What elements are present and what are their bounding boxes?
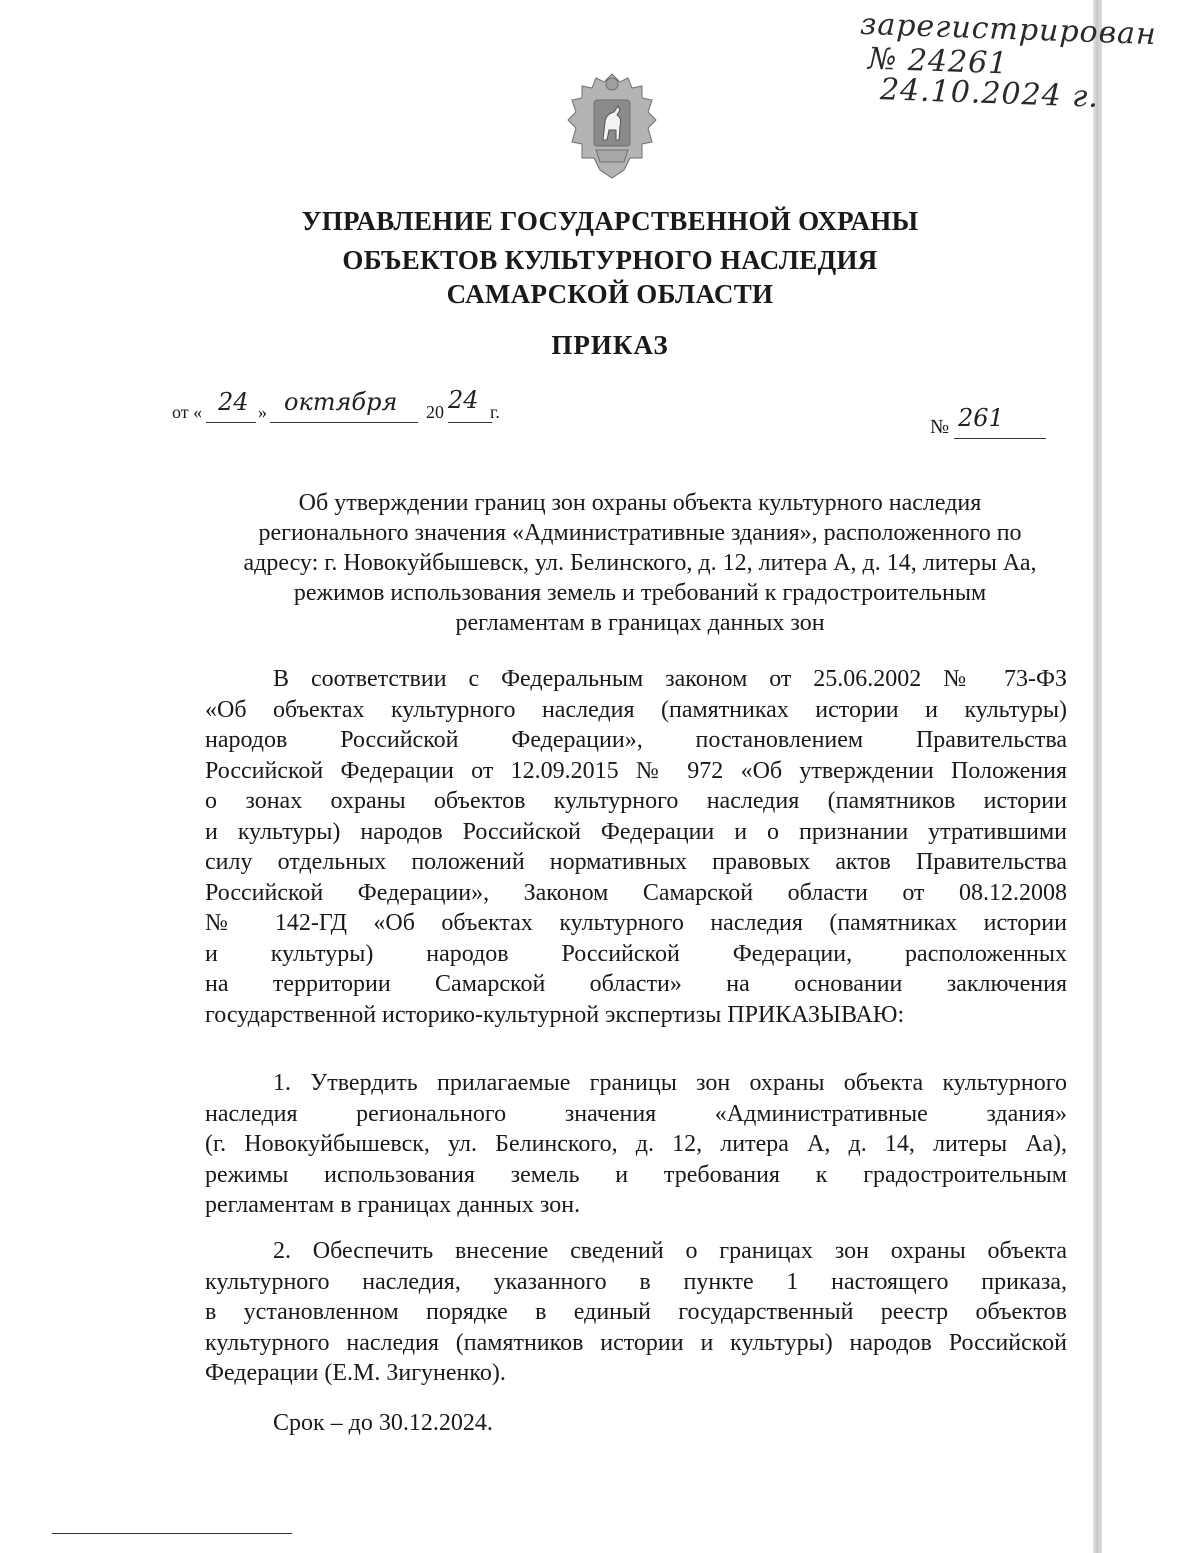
date-suffix: г. (490, 402, 500, 422)
organization-name-line-1: УПРАВЛЕНИЕ ГОСУДАРСТВЕННОЙ ОХРАНЫ (301, 206, 919, 236)
item-1-line: наследия регионального значения «Административные здания» (205, 1100, 1067, 1127)
preamble-line: и культуры) народов Российской Федерации, расположенных (205, 940, 1067, 967)
subject-line: режимов использования земель и требований к градостроительным (293, 580, 987, 606)
preamble-line: о зонах охраны объектов культурного наследия (памятников истории (205, 788, 1067, 814)
preamble-line: В соответствии с Федеральным законом от 25.06.2002 № 73-ФЗ (273, 666, 1067, 692)
footnote-separator (52, 1533, 292, 1534)
item-2-line: культурного наследия, указанного в пункте 1 настоящего приказа, (205, 1268, 1067, 1295)
item-1-line: регламентам в границах данных зон. (205, 1192, 581, 1218)
date-day: 24 (218, 388, 249, 416)
handwritten-registration-line-1: зарегистрирован (859, 6, 1158, 53)
scan-edge-shadow (1093, 0, 1102, 1553)
date-month-underline (270, 422, 418, 423)
date-day-underline (206, 422, 256, 423)
subject-line: регламентам в границах данных зон (455, 610, 825, 636)
date-year-suffix: 24 (448, 386, 479, 414)
handwritten-registration-line-3: 24.10.2024 г. (879, 72, 1100, 115)
number-value: 261 (958, 404, 1004, 432)
date-mid: » (258, 402, 267, 422)
preamble-line: Российской Федерации», Законом Самарской области от 08.12.2008 (205, 879, 1067, 906)
preamble-line: Российской Федерации от 12.09.2015 № 972 «Об утверждении Положения (205, 757, 1067, 784)
deadline-paragraph (205, 1408, 1067, 1439)
organization-name-line-3: САМАРСКОЙ ОБЛАСТИ (446, 279, 774, 309)
handwritten-registration-line-2: № 24261 (867, 41, 1009, 82)
date-month: октября (284, 388, 398, 416)
number-label: № (930, 416, 950, 438)
date-year-underline (448, 422, 492, 423)
order-number (930, 404, 1050, 448)
date-year-prefix: 20 (426, 402, 444, 422)
order-date (172, 386, 532, 432)
preamble-line: и культуры) народов Российской Федерации и о признании утратившими (205, 818, 1067, 845)
item-1-line: режимы использования земель и требования к градостроительным (205, 1161, 1067, 1188)
number-underline (954, 438, 1046, 439)
organization-name-line-2: ОБЪЕКТОВ КУЛЬТУРНОГО НАСЛЕДИЯ (342, 245, 878, 275)
item-1-paragraph (205, 1068, 1067, 1221)
preamble-line: государственной историко-культурной экспертизы ПРИКАЗЫВАЮ: (205, 1001, 905, 1028)
subject-line: регионального значения «Административные здания», расположенного по (258, 520, 1022, 546)
preamble-line: на территории Самарской области» на основании заключения (205, 971, 1067, 997)
item-2-line: культурного наследия (памятников истории и культуры) народов Российской (205, 1329, 1067, 1356)
item-2-paragraph (205, 1236, 1067, 1389)
item-2-line: Федерации (Е.М. Зигуненко). (205, 1360, 506, 1386)
subject-line: Об утверждении границ зон охраны объекта культурного наследия (298, 490, 982, 516)
preamble-line: «Об объектах культурного наследия (памятниках истории и культуры) (205, 696, 1067, 723)
preamble-paragraph (205, 664, 1067, 1030)
order-subject (200, 488, 1080, 638)
subject-line: адресу: г. Новокуйбышевск, ул. Белинского, д. 12, литера А, д. 14, литеры Аа, (243, 550, 1037, 576)
item-2-line: в установленном порядке в единый государственный реестр объектов (205, 1299, 1067, 1325)
item-1-line: (г. Новокуйбышевск, ул. Белинского, д. 12, литера А, д. 14, литеры Аа), (205, 1131, 1067, 1157)
samara-coat-of-arms-icon (562, 70, 662, 185)
preamble-line: народов Российской Федерации», постановлением Правительства (205, 727, 1067, 753)
preamble-line: № 142-ГД «Об объектах культурного наследия (памятниках истории (205, 910, 1067, 936)
document-type-title: ПРИКАЗ (551, 330, 669, 360)
preamble-line: силу отдельных положений нормативных правовых актов Правительства (205, 849, 1067, 875)
deadline-line: Срок – до 30.12.2024. (273, 1410, 493, 1436)
item-2-line: 2. Обеспечить внесение сведений о границах зон охраны объекта (273, 1238, 1067, 1264)
item-1-line: 1. Утвердить прилагаемые границы зон охраны объекта культурного (273, 1070, 1067, 1096)
date-prefix: от « (172, 402, 203, 422)
